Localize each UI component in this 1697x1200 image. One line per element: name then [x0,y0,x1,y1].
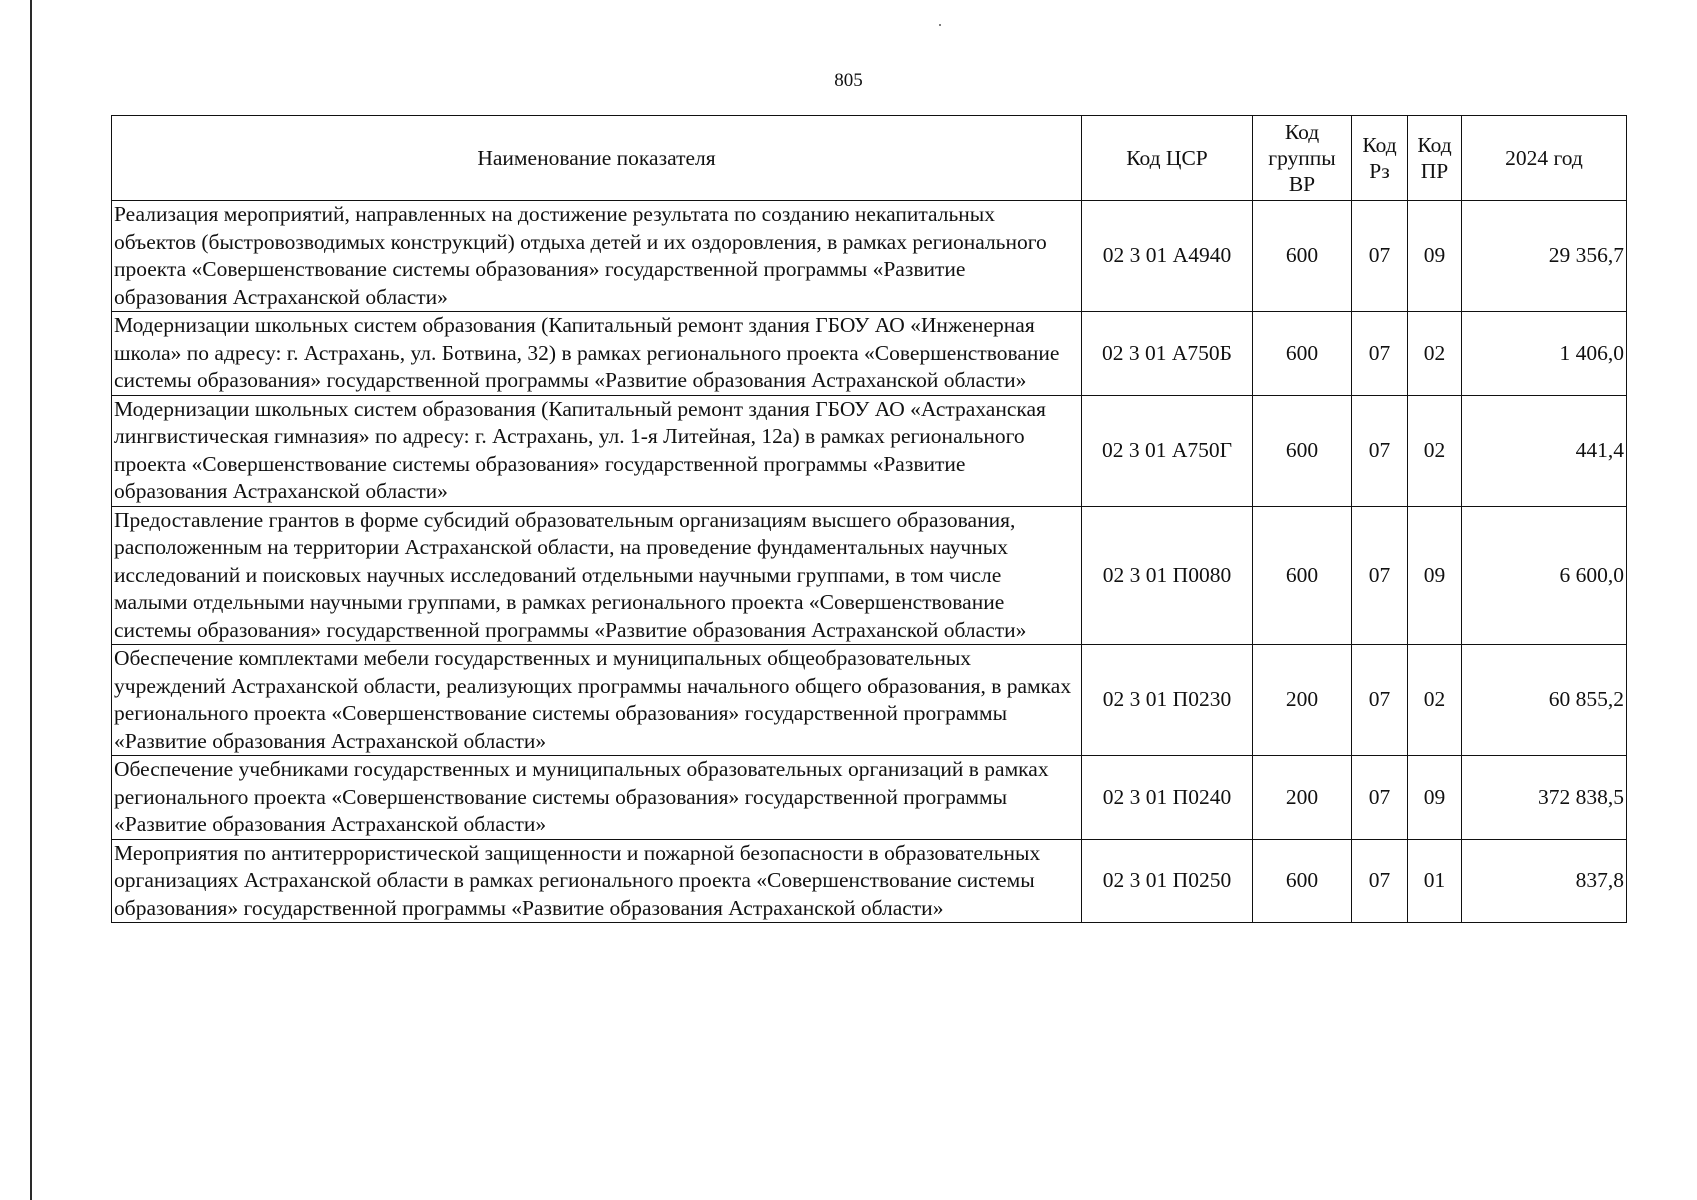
row-amount: 372 838,5 [1462,756,1627,840]
row-csr: 02 3 01 П0240 [1082,756,1253,840]
row-rz: 07 [1352,756,1408,840]
row-amount: 60 855,2 [1462,645,1627,756]
table-row [112,645,1627,756]
table-row [112,312,1627,396]
row-pr: 09 [1408,201,1462,312]
row-rz: 07 [1352,312,1408,396]
row-amount: 441,4 [1462,395,1627,506]
row-csr: 02 3 01 П0250 [1082,839,1253,923]
header-csr: Код ЦСР [1082,116,1253,201]
row-pr: 02 [1408,395,1462,506]
row-rz: 07 [1352,506,1408,645]
row-rz: 07 [1352,645,1408,756]
row-amount: 1 406,0 [1462,312,1627,396]
row-vr: 600 [1253,201,1352,312]
table-row [112,839,1627,923]
scan-speck [939,24,941,26]
row-vr: 600 [1253,506,1352,645]
row-name: Реализация мероприятий, направленных на достижение результата по созданию некапитальных объектов (быстровозводимых конструкций) отдыха детей и их оздоровления, в рамках регионального проекта «Совершенствование системы образования» государственной программы «Развитие образования Астраханской области» [112,201,1082,312]
row-csr: 02 3 01 А4940 [1082,201,1253,312]
row-name: Модернизации школьных систем образования (Капитальный ремонт здания ГБОУ АО «Астраханская лингвистическая гимназия» по адресу: г. Астрахань, ул. 1-я Литейная, 12а) в рамках регионального проекта «Совершенствование системы образования» государственной программы «Развитие образования Астраханской области» [112,395,1082,506]
header-pr: Код ПР [1408,116,1462,201]
row-vr: 600 [1253,395,1352,506]
row-vr: 600 [1253,312,1352,396]
header-vr: Код группы ВР [1253,116,1352,201]
row-rz: 07 [1352,395,1408,506]
row-pr: 09 [1408,506,1462,645]
header-year: 2024 год [1462,116,1627,201]
row-name: Обеспечение учебниками государственных и муниципальных образовательных организаций в рамках регионального проекта «Совершенствование системы образования» государственной программы «Развитие образования Астраханской области» [112,756,1082,840]
row-name: Обеспечение комплектами мебели государственных и муниципальных общеобразовательных учреждений Астраханской области, реализующих программы начального общего образования, в рамках регионального проекта «Совершенствование системы образования» государственной программы «Развитие образования Астраханской области» [112,645,1082,756]
row-rz: 07 [1352,201,1408,312]
header-rz: Код Рз [1352,116,1408,201]
row-pr: 02 [1408,312,1462,396]
budget-table [111,115,1627,923]
row-name: Мероприятия по антитеррористической защищенности и пожарной безопасности в образовательных организациях Астраханской области в рамках регионального проекта «Совершенствование системы образования» государственной программы «Развитие образования Астраханской области» [112,839,1082,923]
row-csr: 02 3 01 П0230 [1082,645,1253,756]
header-name: Наименование показателя [112,116,1082,201]
row-vr: 600 [1253,839,1352,923]
row-amount: 837,8 [1462,839,1627,923]
row-csr: 02 3 01 А750Б [1082,312,1253,396]
table-row [112,201,1627,312]
table-row [112,506,1627,645]
row-pr: 01 [1408,839,1462,923]
table-row [112,395,1627,506]
table-header-row [112,116,1627,201]
row-vr: 200 [1253,756,1352,840]
page-number: 805 [834,70,863,91]
row-csr: 02 3 01 П0080 [1082,506,1253,645]
row-amount: 29 356,7 [1462,201,1627,312]
row-name: Предоставление грантов в форме субсидий образовательным организациям высшего образования, расположенным на территории Астраханской области, на проведение фундаментальных научных исследований и поисковых научных исследований отдельными научными группами, в том числе малыми отдельными научными группами, в рамках регионального проекта «Совершенствование системы образования» государственной программы «Развитие образования Астраханской области» [112,506,1082,645]
scan-margin-line [30,0,32,1200]
row-rz: 07 [1352,839,1408,923]
row-vr: 200 [1253,645,1352,756]
row-pr: 09 [1408,756,1462,840]
row-csr: 02 3 01 А750Г [1082,395,1253,506]
row-amount: 6 600,0 [1462,506,1627,645]
row-pr: 02 [1408,645,1462,756]
table-row [112,756,1627,840]
row-name: Модернизации школьных систем образования (Капитальный ремонт здания ГБОУ АО «Инженерная школа» по адресу: г. Астрахань, ул. Ботвина, 32) в рамках регионального проекта «Совершенствование системы образования» государственной программы «Развитие образования Астраханской области» [112,312,1082,396]
